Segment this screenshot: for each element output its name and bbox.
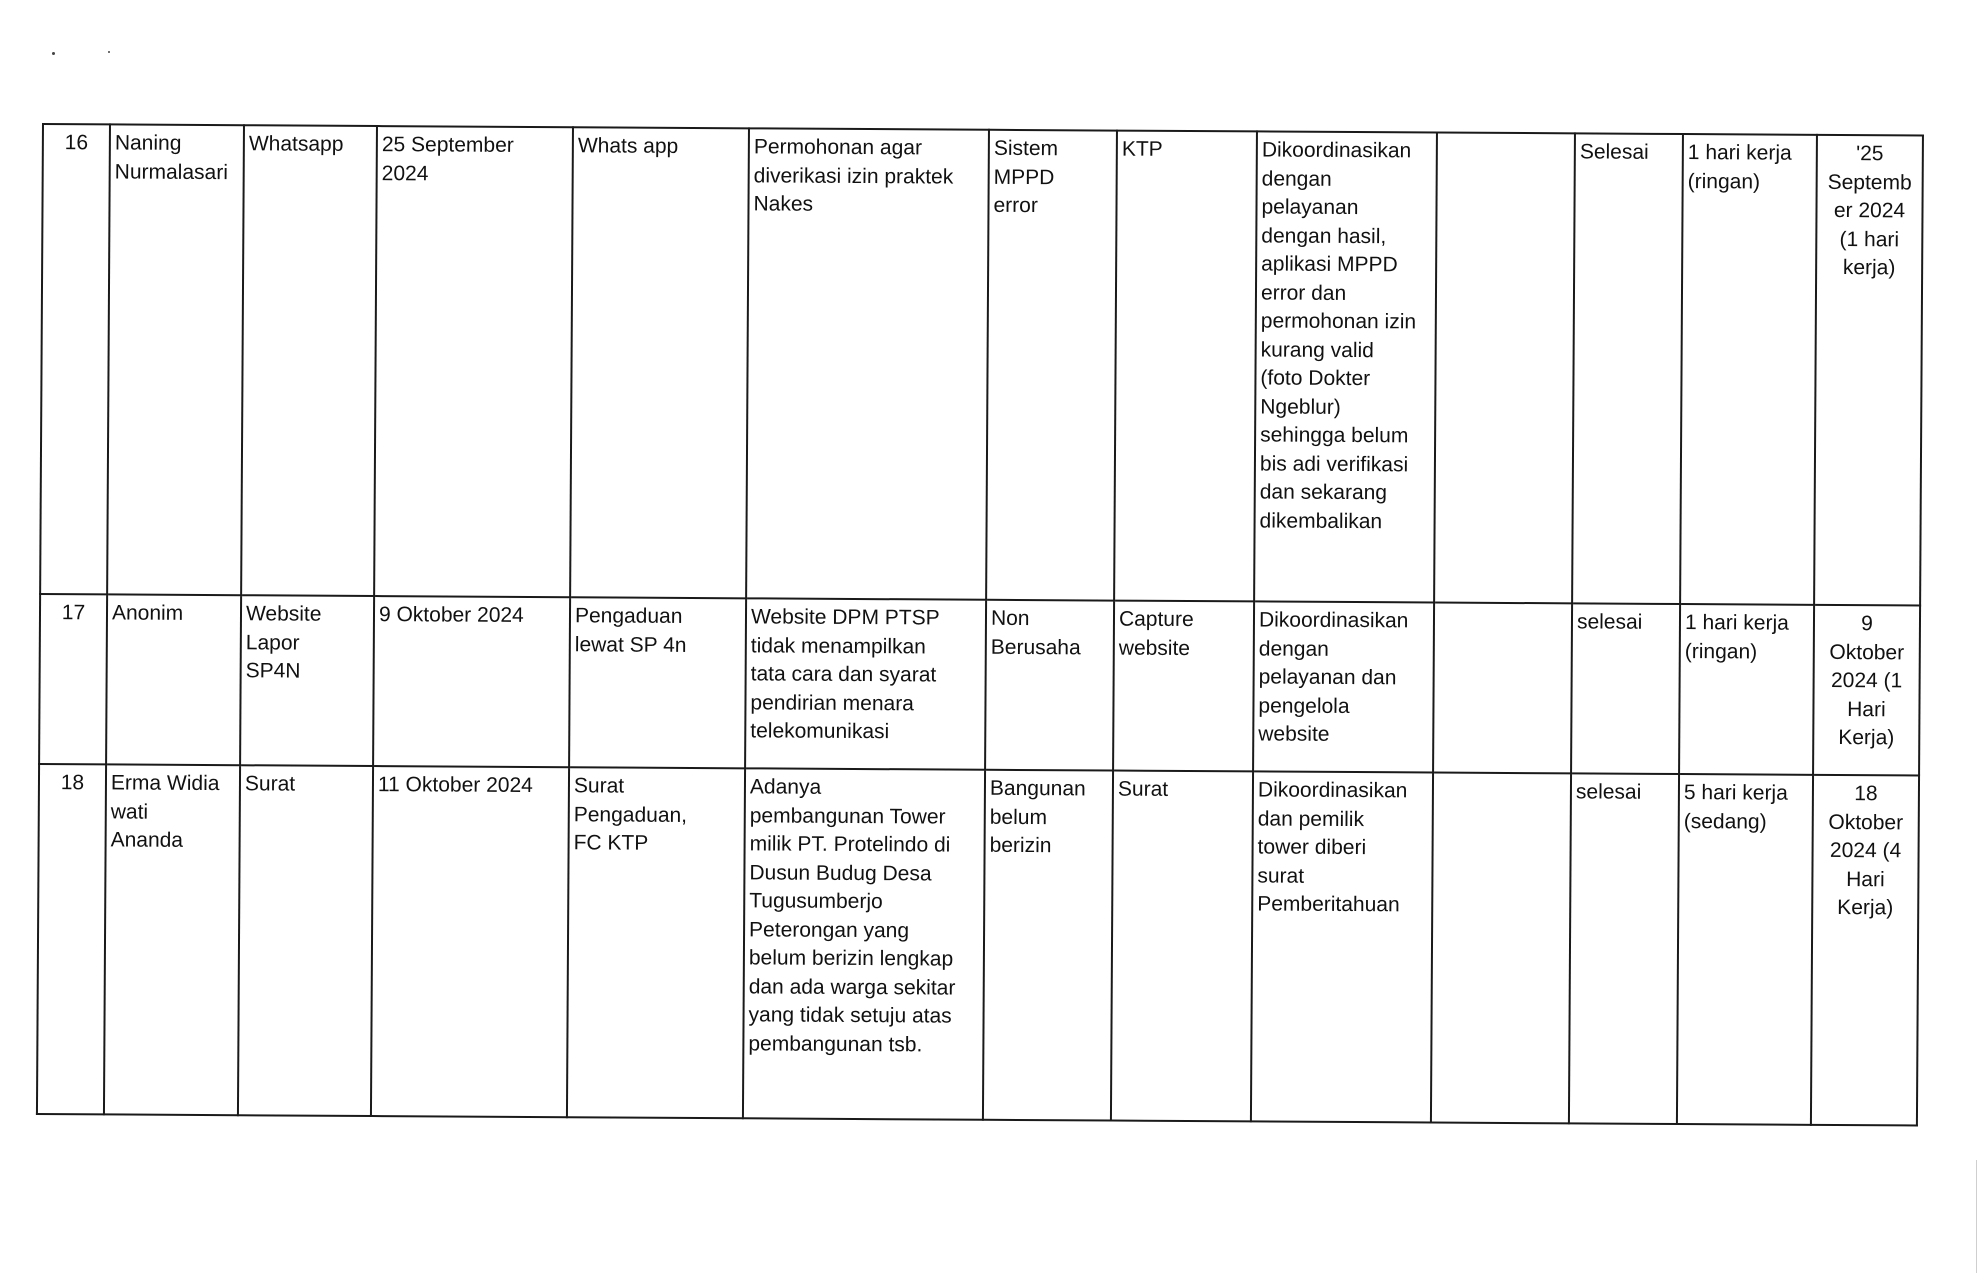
table-row (37, 764, 1919, 1125)
cell-bukti: KTP (1114, 131, 1257, 602)
scan-edge (1976, 1160, 1977, 1273)
cell-media: Website Lapor SP4N (240, 595, 374, 766)
complaint-table (36, 123, 1924, 1126)
cell-tanggal: 25 September 2024 (374, 126, 573, 597)
cell-kategori: Bangunan belum berizin (983, 770, 1113, 1121)
cell-tindak-lanjut: Dikoordinasikan dengan pelayanan dengan hasil, aplikasi MPPD error dan permohonan izin kurang valid (foto Dokter Ngeblur) sehingga belum bis adi verifikasi dan sekarang dikembalikan (1254, 131, 1437, 602)
cell-no: 17 (39, 594, 107, 764)
cell-realisasi: 9 Oktober 2024 (1 Hari Kerja) (1813, 605, 1920, 776)
cell-status: selesai (1571, 603, 1680, 774)
cell-tindak-lanjut: Dikoordinasikan dan pemilik tower diberi surat Pemberitahuan (1251, 771, 1433, 1122)
scan-speck (52, 52, 55, 55)
cell-waktu: 1 hari kerja (ringan) (1680, 134, 1817, 605)
cell-realisasi: '25 Septemb er 2024 (1 hari kerja) (1814, 135, 1923, 606)
cell-nama: Erma Widia wati Ananda (104, 764, 240, 1115)
cell-no: 16 (40, 124, 110, 594)
cell-bukti: Surat (1111, 771, 1253, 1122)
cell-media: Surat (238, 765, 373, 1116)
cell-tanggal: 9 Oktober 2024 (373, 596, 570, 767)
scan-speck (108, 51, 110, 53)
cell-waktu: 1 hari kerja (ringan) (1679, 604, 1814, 775)
cell-sarana: Pengaduan lewat SP 4n (569, 597, 746, 768)
cell-tindak-lanjut: Dikoordinasikan dengan pelayanan dan pengelola website (1253, 601, 1434, 772)
cell-keterangan (1433, 603, 1572, 774)
cell-keterangan (1434, 133, 1575, 604)
cell-sarana: Whats app (570, 127, 749, 598)
cell-media: Whatsapp (241, 125, 377, 596)
cell-uraian: Permohonan agar diverikasi izin praktek Nakes (746, 128, 989, 599)
cell-nama: Anonim (106, 594, 241, 765)
cell-realisasi: 18 Oktober 2024 (4 Hari Kerja) (1811, 775, 1919, 1126)
cell-no: 18 (37, 764, 106, 1114)
cell-uraian: Website DPM PTSP tidak menampilkan tata cara dan syarat pendirian menara telekomunikasi (745, 598, 986, 769)
cell-waktu: 5 hari kerja (sedang) (1677, 774, 1813, 1125)
cell-status: selesai (1569, 773, 1679, 1124)
cell-status: Selesai (1572, 133, 1683, 604)
cell-kategori: Non Berusaha (985, 600, 1114, 771)
cell-tanggal: 11 Oktober 2024 (371, 766, 569, 1117)
cell-uraian: Adanya pembangunan Tower milik PT. Protelindo di Dusun Budug Desa Tugusumberjo Peterongan yang belum berizin lengkap dan ada warga sekitar yang tidak setuju atas pembangunan tsb. (743, 768, 985, 1119)
cell-keterangan (1431, 773, 1571, 1124)
cell-bukti: Capture website (1113, 601, 1254, 772)
cell-sarana: Surat Pengaduan, FC KTP (567, 767, 745, 1118)
complaint-table-wrap (36, 123, 1922, 1126)
table-row (39, 594, 1920, 775)
cell-kategori: Sistem MPPD error (986, 130, 1117, 601)
cell-nama: Naning Nurmalasari (107, 124, 244, 595)
table-row (40, 124, 1923, 605)
